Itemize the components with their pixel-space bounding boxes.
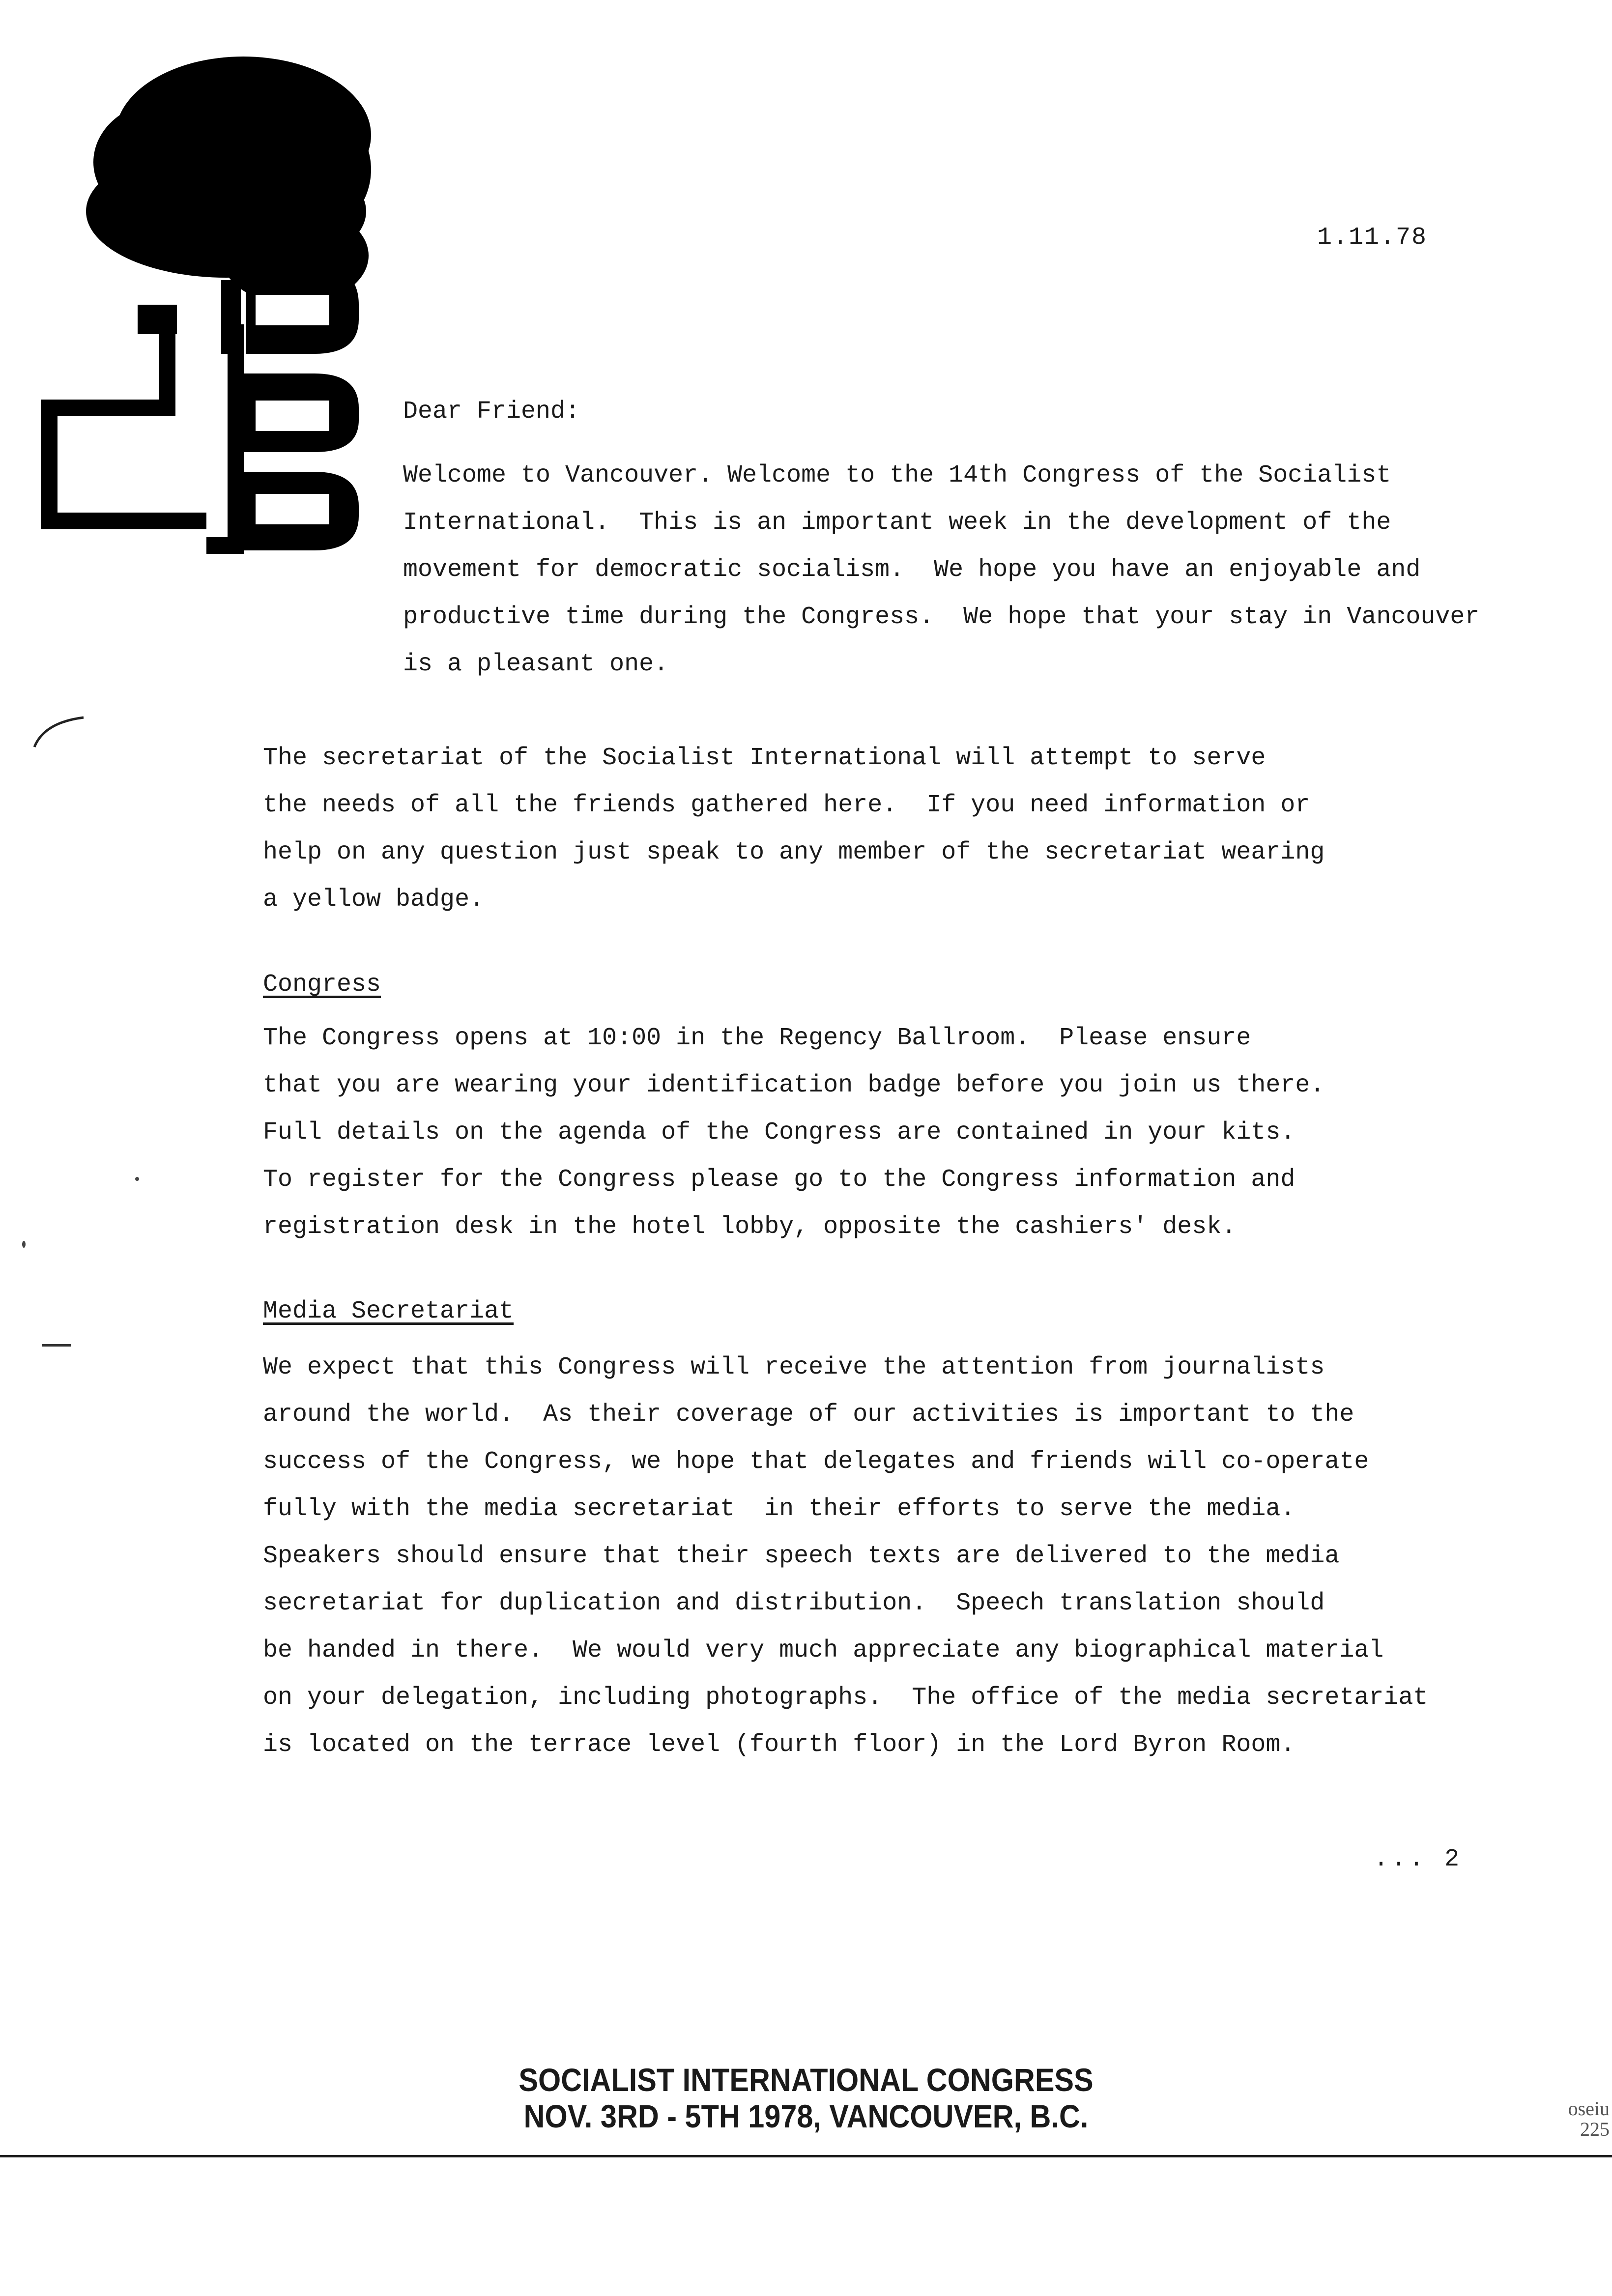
footer-line-2: NOV. 3RD - 5TH 1978, VANCOUVER, B.C. (523, 2098, 1089, 2134)
salutation: Dear Friend: (403, 398, 580, 426)
congress-logo-icon (20, 49, 374, 570)
archive-stamp (1546, 2098, 1610, 2140)
footer-line-1: SOCIALIST INTERNATIONAL CONGRESS (518, 2062, 1094, 2098)
letter-date: 1.11.78 (1317, 224, 1428, 252)
congress-paragraph: The Congress opens at 10:00 in the Regency Ballroom. Please ensure that you are wearing your identification badge before you join us there. Full details on the agenda of the Congress are contained in your kits. To register for the Congress please go to the Congress information and registration desk in the hotel lobby, opposite the cashiers' desk. (263, 1024, 1325, 1241)
margin-dash (42, 1344, 71, 1347)
secretariat-paragraph: The secretariat of the Socialist International will attempt to serve the needs of all the friends gathered here. If you need information or help on any question just speak to any member of the secretariat wearing a yellow badge. (263, 744, 1325, 914)
speck (22, 1241, 26, 1248)
archive-stamp-line-2: 225 (1580, 2118, 1610, 2140)
margin-mark (29, 703, 88, 762)
letterhead-footer (81, 2062, 1531, 2134)
welcome-paragraph: Welcome to Vancouver. Welcome to the 14th Congress of the Socialist International. This is an important week in the development of the movement for democratic socialism. We hope you have an enjoyable and productive time during the Congress. We hope that your stay in Vancouver is a pleasant one. (403, 461, 1480, 678)
speck (135, 1177, 139, 1181)
media-paragraph: We expect that this Congress will receive the attention from journalists around the world. As their coverage of our activities is important to the success of the Congress, we hope that delegates and friends will co-operate fully with the media secretariat in their efforts to serve the media. Speakers should ensure that their speech texts are delivered to the media secretariat for duplication and distribution. Speech translation should be handed in there. We would very much appreciate any biographical material on your delegation, including photographs. The office of the media secretariat is located on the terrace level (fourth floor) in the Lord Byron Room. (263, 1353, 1428, 1759)
media-secretariat-heading: Media Secretariat (263, 1297, 514, 1325)
page-continuation: ... 2 (1374, 1845, 1463, 1873)
archive-stamp-line-1: oseiu (1568, 2097, 1610, 2120)
congress-heading: Congress (263, 971, 381, 999)
footer-rule (0, 2155, 1612, 2157)
